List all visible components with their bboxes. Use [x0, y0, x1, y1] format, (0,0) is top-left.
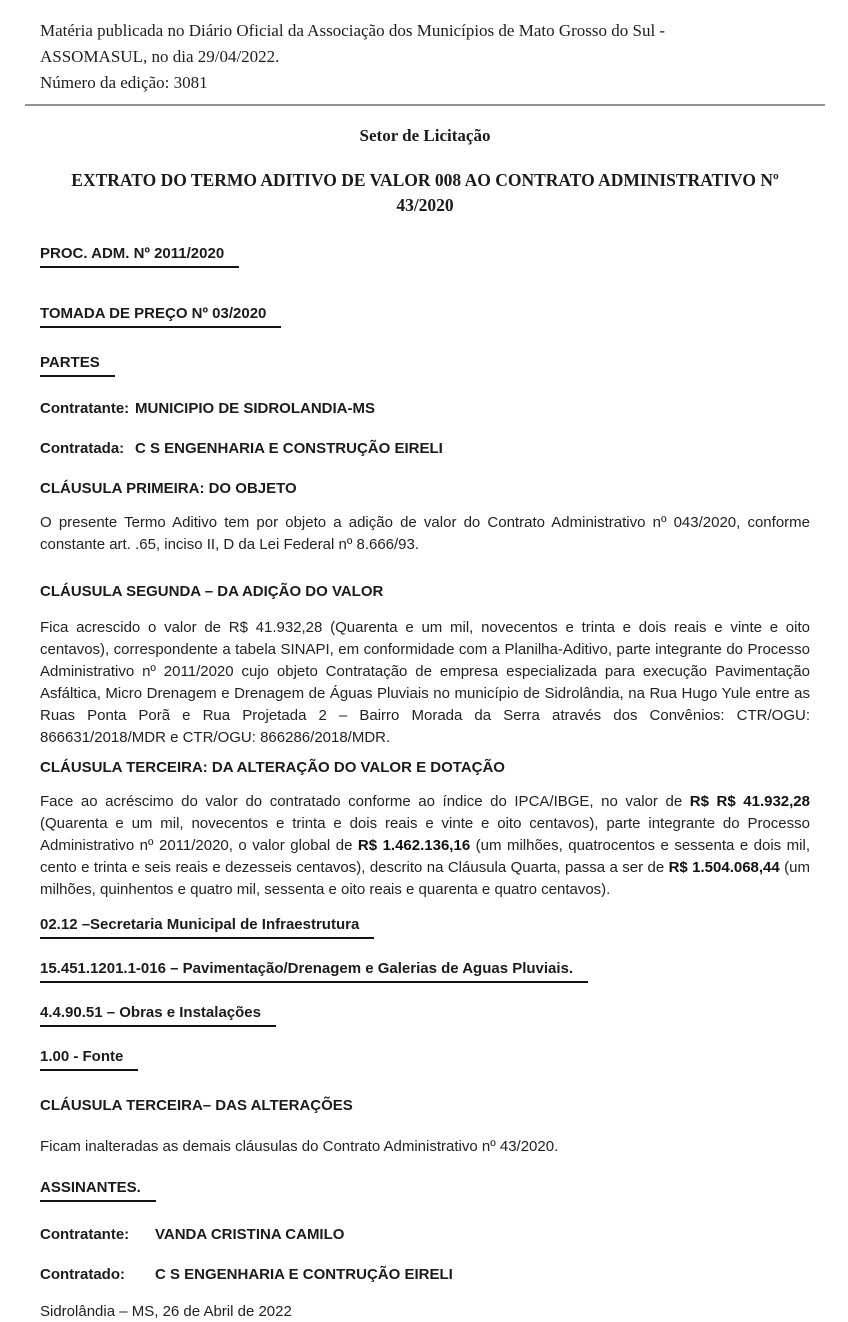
- clause-body-primeira: O presente Termo Aditivo tem por objeto a adição de valor do Contrato Administrativo nº 043/2020, conforme constante art. .65, inciso II, D da Lei Federal nº 8.666/93.: [40, 514, 810, 553]
- clause-heading-terceira-valor: CLÁUSULA TERCEIRA: DA ALTERAÇÃO DO VALOR E DOTAÇÃO: [40, 759, 505, 776]
- divider-rule: [25, 104, 825, 106]
- sector-heading: Setor de Licitação: [359, 126, 491, 145]
- heading-assinantes: [40, 1178, 810, 1202]
- publication-line: Número da edição: 3081: [40, 73, 208, 92]
- heading-proc-adm-text: PROC. ADM. Nº 2011/2020: [40, 244, 239, 268]
- clause-heading-alteracoes: CLÁUSULA TERCEIRA– DAS ALTERAÇÕES: [40, 1097, 353, 1114]
- publication-note: [40, 18, 810, 96]
- signer-contratado-label: Contratado:: [40, 1266, 125, 1283]
- contratante-label: Contratante:: [40, 400, 130, 417]
- signer-contratado-value: C S ENGENHARIA E CONTRUÇÃO EIRELI: [155, 1266, 453, 1283]
- budget-line-natureza: [40, 1003, 810, 1027]
- contratante-value: MUNICIPIO DE SIDROLANDIA-MS: [135, 400, 375, 417]
- budget-line-unidade: [40, 915, 810, 939]
- clause-heading-primeira: CLÁUSULA PRIMEIRA: DO OBJETO: [40, 480, 297, 497]
- party-row-contratada: [40, 439, 810, 459]
- heading-proc-adm: [40, 244, 810, 268]
- clause-heading-segunda: CLÁUSULA SEGUNDA – DA ADIÇÃO DO VALOR: [40, 583, 384, 600]
- clause-body-terceira-valor: Face ao acréscimo do valor do contratado conforme ao índice do IPCA/IBGE, no valor de R$ R$ 41.932,28 (Quarenta e um mil, novecentos e trinta e dois reais e vinte e oito centavos), parte integrante do Processo Administrativo nº 2011/2020, o valor global de R$ 1.462.136,16 (um milhões, quatrocentos e sessenta e dois mil, cento e trinta e seis reais e dezesseis centavos), descrito na Cláusula Quarta, passa a ser de R$ 1.504.068,44 (um milhões, quinhentos e quatro mil, sessenta e oito reais e quarenta e quatro centavos).: [40, 793, 810, 898]
- document-title: EXTRATO DO TERMO ADITIVO DE VALOR 008 AO CONTRATO ADMINISTRATIVO Nº 43/2020: [71, 170, 779, 215]
- budget-line-natureza-text: 4.4.90.51 – Obras e Instalações: [40, 1003, 276, 1027]
- clause-body-segunda: Fica acrescido o valor de R$ 41.932,28 (Quarenta e um mil, novecentos e trinta e dois reais e vinte e oito centavos), correspondente a tabela SINAPI, em conformidade com a Planilha-Aditivo, parte integrante do Processo Administrativo nº 2011/2020 cujo objeto Contratação de empresa especializada para execução Pavimentação Asfáltica, Micro Drenagem e Drenagem de Águas Pluviais no município de Sidrolândia, na Rua Hugo Yule entre as Ruas Ponta Porã e Rua Projetada 2 – Bairro Morada da Serra através dos Convênios: CTR/OGU: 866631/2018/MDR e CTR/OGU: 866286/2018/MDR.: [40, 619, 810, 746]
- budget-line-funcional-text: 15.451.1201.1-016 – Pavimentação/Drenagem e Galerias de Aguas Pluviais.: [40, 959, 588, 983]
- date-line: Sidrolândia – MS, 26 de Abril de 2022: [40, 1303, 292, 1320]
- heading-assinantes-text: ASSINANTES.: [40, 1178, 156, 1202]
- signer-contratante-label: Contratante:: [40, 1226, 130, 1243]
- contratada-label: Contratada:: [40, 440, 125, 457]
- contratada-value: C S ENGENHARIA E CONSTRUÇÃO EIRELI: [135, 440, 443, 457]
- heading-partes: [40, 353, 810, 377]
- budget-line-unidade-text: 02.12 –Secretaria Municipal de Infraestrutura: [40, 915, 374, 939]
- signer-contratante-value: VANDA CRISTINA CAMILO: [155, 1226, 345, 1243]
- signer-row-contratante: [40, 1225, 810, 1245]
- heading-partes-text: PARTES: [40, 353, 115, 377]
- heading-tomada-preco: [40, 304, 810, 328]
- clause-body-alteracoes: Ficam inalteradas as demais cláusulas do Contrato Administrativo nº 43/2020.: [40, 1138, 559, 1155]
- budget-line-funcional: [40, 959, 810, 983]
- budget-line-fonte: [40, 1047, 810, 1071]
- signer-row-contratado: [40, 1265, 810, 1285]
- budget-line-fonte-text: 1.00 - Fonte: [40, 1047, 138, 1071]
- heading-tomada-preco-text: TOMADA DE PREÇO Nº 03/2020: [40, 304, 281, 328]
- publication-line: ASSOMASUL, no dia 29/04/2022.: [40, 47, 280, 66]
- party-row-contratante: [40, 399, 810, 419]
- publication-line: Matéria publicada no Diário Oficial da Associação dos Municípios de Mato Grosso do Sul -: [40, 21, 666, 40]
